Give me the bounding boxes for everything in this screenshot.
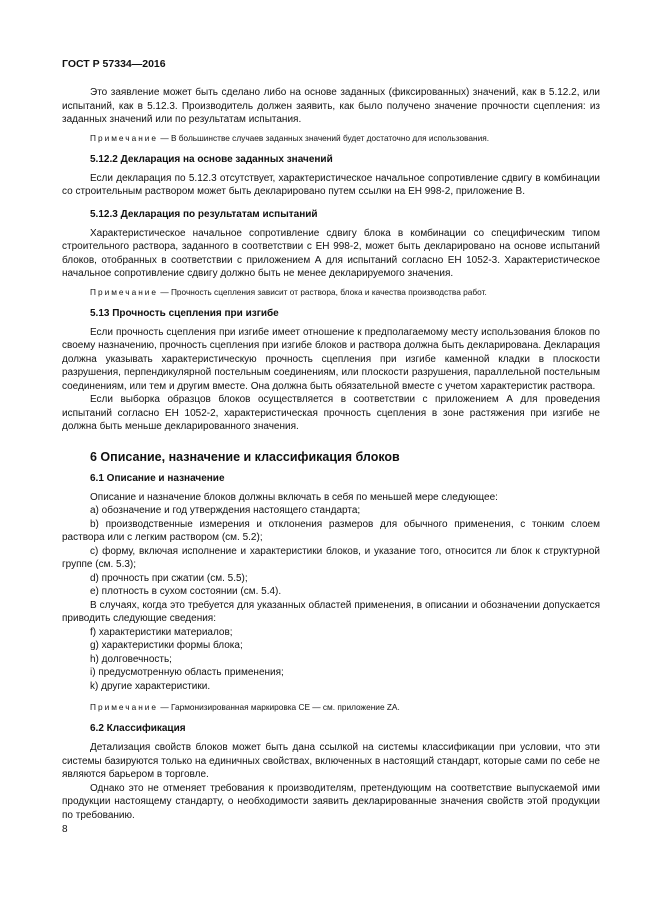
page-number: 8 <box>62 824 68 835</box>
note-text: — Гармонизированная маркировка СЕ — см. приложение ZA. <box>158 702 400 712</box>
list-item: c) форму, включая исполнение и характеристики блоков, и указание того, относится ли блок к структурной группе (см. 5.3); <box>62 545 600 570</box>
intro-note <box>62 132 600 144</box>
section-5-12-2-paragraph: Если декларация по 5.12.3 отсутствует, характеристическое начальное сопротивление сдвигу в комбинации со строительным раствором может быть декларировано путем ссылки на ЕН 998-2, приложение В. <box>62 172 600 197</box>
section-6-2-heading: 6.2 Классификация <box>90 723 186 734</box>
section-5-13-paragraph-2: Если выборка образцов блоков осуществляется в соответствии с приложением А для проведения испытаний согласно ЕН 1052-2, характеристическая прочность сцепления в зоне растяжения при изгибе не должна быть меньше декларированного значения. <box>62 394 600 432</box>
list-item: k) другие характеристики. <box>90 680 211 692</box>
list-item: e) плотность в сухом состоянии (см. 5.4). <box>90 586 282 597</box>
section-5-13-paragraph-1: Если прочность сцепления при изгибе имеет отношение к предполагаемому месту использования блоков по своему назначению, прочность сцепления при изгибе блоков и раствора должна быть декларирована. Декларация должна указывать характеристическую прочность сцепления при изгибе каменной кладки в плоскости разрушения, перпендикулярной постельным соединениям, или плоскости разрушения, параллельной постельным соединениям, или тем и другим вместе. Она должна быть обязательной вместе с учетом характеристик раствора. <box>62 326 600 392</box>
section-6-1-heading: 6.1 Описание и назначение <box>90 472 225 484</box>
section-5-13-heading: 5.13 Прочность сцепления при изгибе <box>90 307 279 319</box>
document-page <box>62 58 600 822</box>
list-item: b) производственные измерения и отклонения размеров для обычного применения, с тонким слоем раствора или с легким раствором (см. 5.2); <box>62 518 600 543</box>
list-item: g) характеристики формы блока; <box>90 640 243 651</box>
list-item: f) характеристики материалов; <box>90 626 233 638</box>
list-item: d) прочность при сжатии (см. 5.5); <box>90 572 248 584</box>
section-6-1-middle: В случаях, когда это требуется для указанных областей применения, в описании и обозначении допускается приводить следующие сведения: <box>62 599 600 624</box>
section-6-2-paragraph-2: Однако это не отменяет требования к производителям, претендующим на соответствие выпускаемой ими продукции настоящему стандарту, о необходимости заявить декларированные значения свойств этой продукции по требованию. <box>62 782 600 821</box>
section-5-12-3-paragraph: Характеристическое начальное сопротивление сдвигу блока в комбинации со специфическим типом строительного раствора, заданного в соответствии с ЕН 998-2, может быть декларировано на основе испытаний блоков, отобранных в соответствии с приложением А для испытаний согласно ЕН 1052-3. Характеристическое начальное сопротивление сдвигу должно быть не менее декларируемого значения. <box>62 227 600 279</box>
note-label: Примечание <box>90 702 159 712</box>
section-6-1-note <box>62 701 600 713</box>
section-5-12-3-heading: 5.12.3 Декларация по результатам испытаний <box>90 208 318 220</box>
list-item: h) долговечность; <box>90 653 172 665</box>
note-text: — Прочность сцепления зависит от раствора, блока и качества производства работ. <box>158 286 487 297</box>
list-item: a) обозначение и год утверждения настоящего стандарта; <box>90 505 361 516</box>
section-6-2-paragraph-1: Детализация свойств блоков может быть дана ссылкой на системы классификации при условии, что эти системы базируются только на единичных свойствах, включенных в настоящий стандарт, которые сами по себе не являются барьером в торговле. <box>62 742 600 780</box>
section-6-heading: 6 Описание, назначение и классификация блоков <box>90 449 400 464</box>
section-6-1-lead: Описание и назначение блоков должны включать в себя по меньшей мере следующее: <box>90 491 498 503</box>
section-5-12-2-heading: 5.12.2 Декларация на основе заданных значений <box>90 153 333 165</box>
note-label: Примечание <box>90 286 159 297</box>
list-item: i) предусмотренную область применения; <box>90 667 284 678</box>
note-label: Примечание <box>90 132 159 143</box>
document-header: ГОСТ Р 57334—2016 <box>62 58 166 70</box>
note-text: — В большинстве случаев заданных значений будет достаточно для использования. <box>158 132 490 143</box>
intro-paragraph: Это заявление может быть сделано либо на основе заданных (фиксированных) значений, как в 5.12.2, или испытаний, как в 5.12.3. Производитель должен заявить, как было получено значение прочности сцепления: из заданных значений или по результатам испытания. <box>62 87 600 125</box>
section-5-12-3-note <box>62 286 600 298</box>
